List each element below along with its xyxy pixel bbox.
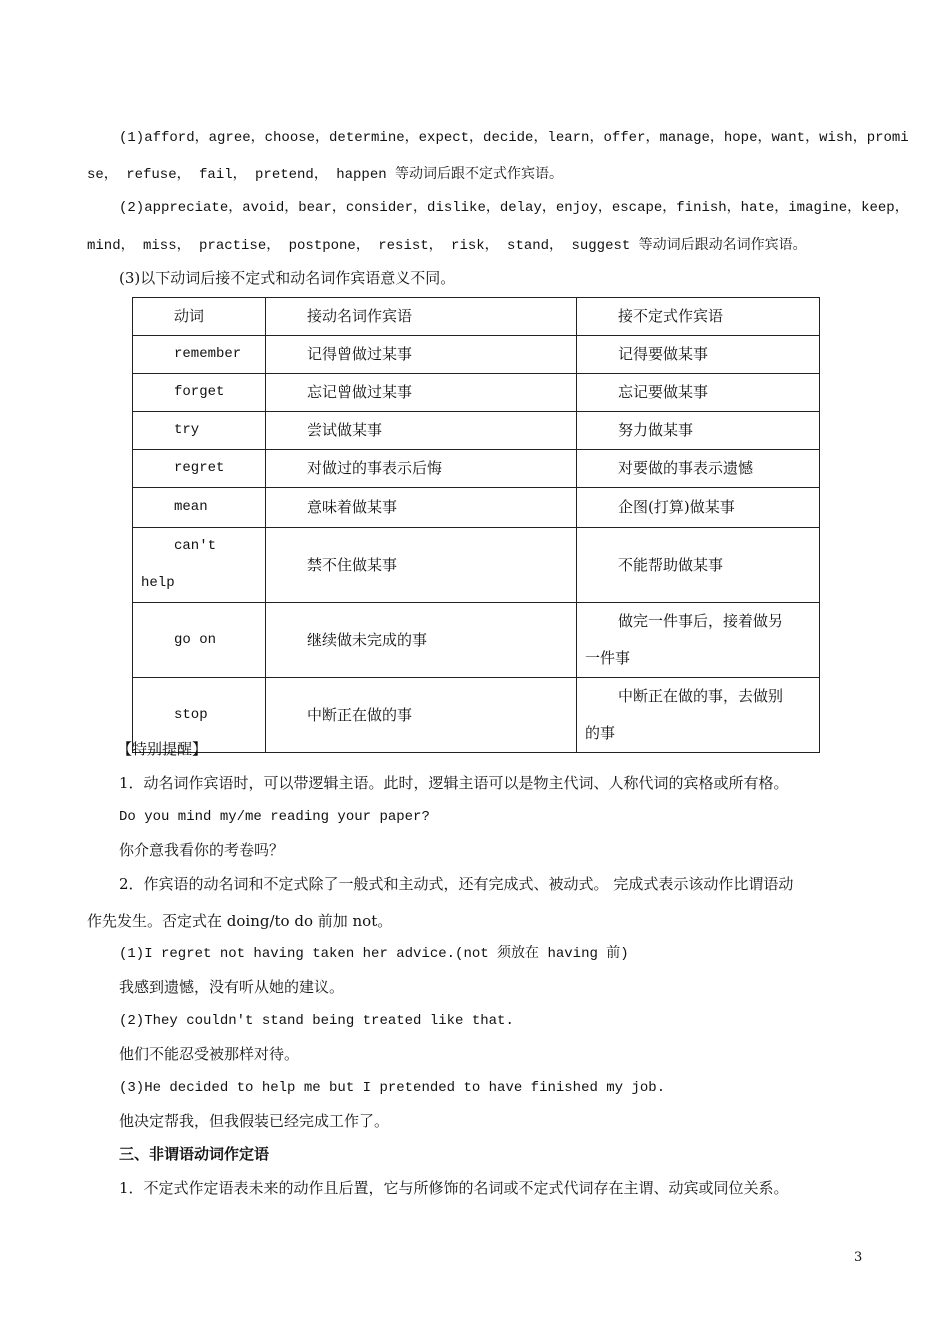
reminder-example1-en: Do you mind my/me reading your paper? <box>119 809 430 825</box>
row-infinitive-line1: 做完一件事后，接着做另 <box>618 612 784 630</box>
row-infinitive-line2: 一件事 <box>585 649 631 667</box>
header-infinitive: 接不定式作宾语 <box>618 307 724 325</box>
table-row <box>133 412 820 450</box>
row-infinitive-line2: 的事 <box>585 724 616 742</box>
row-infinitive: 企图(打算)做某事 <box>618 498 735 516</box>
reminder-example-a-en: (1)I regret not having taken her advice.(not 须放在 having 前) <box>119 946 629 962</box>
reminder-example-c-en: (3)He decided to help me but I pretended to have finished my job. <box>119 1080 666 1096</box>
row-gerund: 继续做未完成的事 <box>307 630 428 649</box>
row-gerund: 意味着做某事 <box>307 498 398 516</box>
row-infinitive: 努力做某事 <box>618 421 694 439</box>
table-row <box>133 374 820 412</box>
row-gerund: 对做过的事表示后悔 <box>307 459 443 477</box>
para1-line1: (1)afford，agree，choose，determine，expect，decide，learn，offer，manage，hope，want，wish，promi <box>119 130 909 146</box>
row-verb: regret <box>174 460 225 476</box>
row-infinitive: 不能帮助做某事 <box>618 555 724 574</box>
row-verb: try <box>174 422 200 438</box>
row-verb: go on <box>174 631 217 648</box>
reminder-title: 【特别提醒】 <box>117 740 208 758</box>
row-infinitive: 记得要做某事 <box>618 345 709 363</box>
row-verb-line1: can't <box>174 538 217 554</box>
row-gerund: 禁不住做某事 <box>307 555 398 574</box>
reminder-example-c-zh: 他决定帮我，但我假装已经完成工作了。 <box>119 1112 390 1130</box>
reminder-item2-line1: 2．作宾语的动名词和不定式除了一般式和主动式，还有完成式、被动式。 完成式表示该动作比谓语动 <box>119 875 794 893</box>
row-gerund: 忘记曾做过某事 <box>307 383 413 401</box>
row-verb: forget <box>174 384 225 400</box>
para1-line2: se， refuse， fail， pretend， happen 等动词后跟不定式作宾语。 <box>87 167 564 183</box>
reminder-example-b-en: (2)They couldn't stand being treated like that. <box>119 1013 514 1029</box>
header-gerund: 接动名词作宾语 <box>307 307 413 325</box>
row-verb: remember <box>174 346 242 362</box>
header-verb: 动词 <box>174 307 205 325</box>
row-verb-line2: help <box>141 575 175 591</box>
para2-line2: mind， miss， practise， postpone， resist， risk， stand， suggest 等动词后跟动名词作宾语。 <box>87 238 807 254</box>
table-row <box>133 488 820 528</box>
row-gerund: 记得曾做过某事 <box>307 345 413 363</box>
reminder-item2-line2: 作先发生。否定式在 doing/to do 前加 not。 <box>87 912 393 930</box>
reminder-item1: 1．动名词作宾语时，可以带逻辑主语。此时，逻辑主语可以是物主代词、人称代词的宾格或所有格。 <box>119 774 789 792</box>
verb-comparison-table <box>132 297 820 753</box>
table-row <box>133 450 820 488</box>
row-gerund: 中断正在做的事 <box>307 705 413 724</box>
reminder-example1-zh: 你介意我看你的考卷吗？ <box>119 841 285 859</box>
reminder-example-b-zh: 他们不能忍受被那样对待。 <box>119 1045 300 1063</box>
row-gerund: 尝试做某事 <box>307 421 383 439</box>
para3: (3)以下动词后接不定式和动名词作宾语意义不同。 <box>119 269 456 287</box>
table-row <box>133 528 820 603</box>
table-header-row <box>133 298 820 336</box>
table-row <box>133 603 820 678</box>
row-infinitive-line1: 中断正在做的事，去做别 <box>618 687 784 705</box>
row-infinitive: 对要做的事表示遗憾 <box>618 459 754 477</box>
row-verb: mean <box>174 499 208 515</box>
section3-item1: 1．不定式作定语表未来的动作且后置，它与所修饰的名词或不定式代词存在主谓、动宾或同位关系。 <box>119 1179 789 1197</box>
row-infinitive: 忘记要做某事 <box>618 383 709 401</box>
row-verb: stop <box>174 706 208 723</box>
reminder-example-a-zh: 我感到遗憾，没有听从她的建议。 <box>119 978 345 996</box>
table-row <box>133 336 820 374</box>
page-number: 3 <box>854 1250 863 1265</box>
para2-line1: (2)appreciate，avoid，bear，consider，dislike，delay，enjoy，escape，finish，hate，imagine，keep， <box>119 200 909 216</box>
section3-title: 三、非谓语动词作定语 <box>119 1145 270 1163</box>
